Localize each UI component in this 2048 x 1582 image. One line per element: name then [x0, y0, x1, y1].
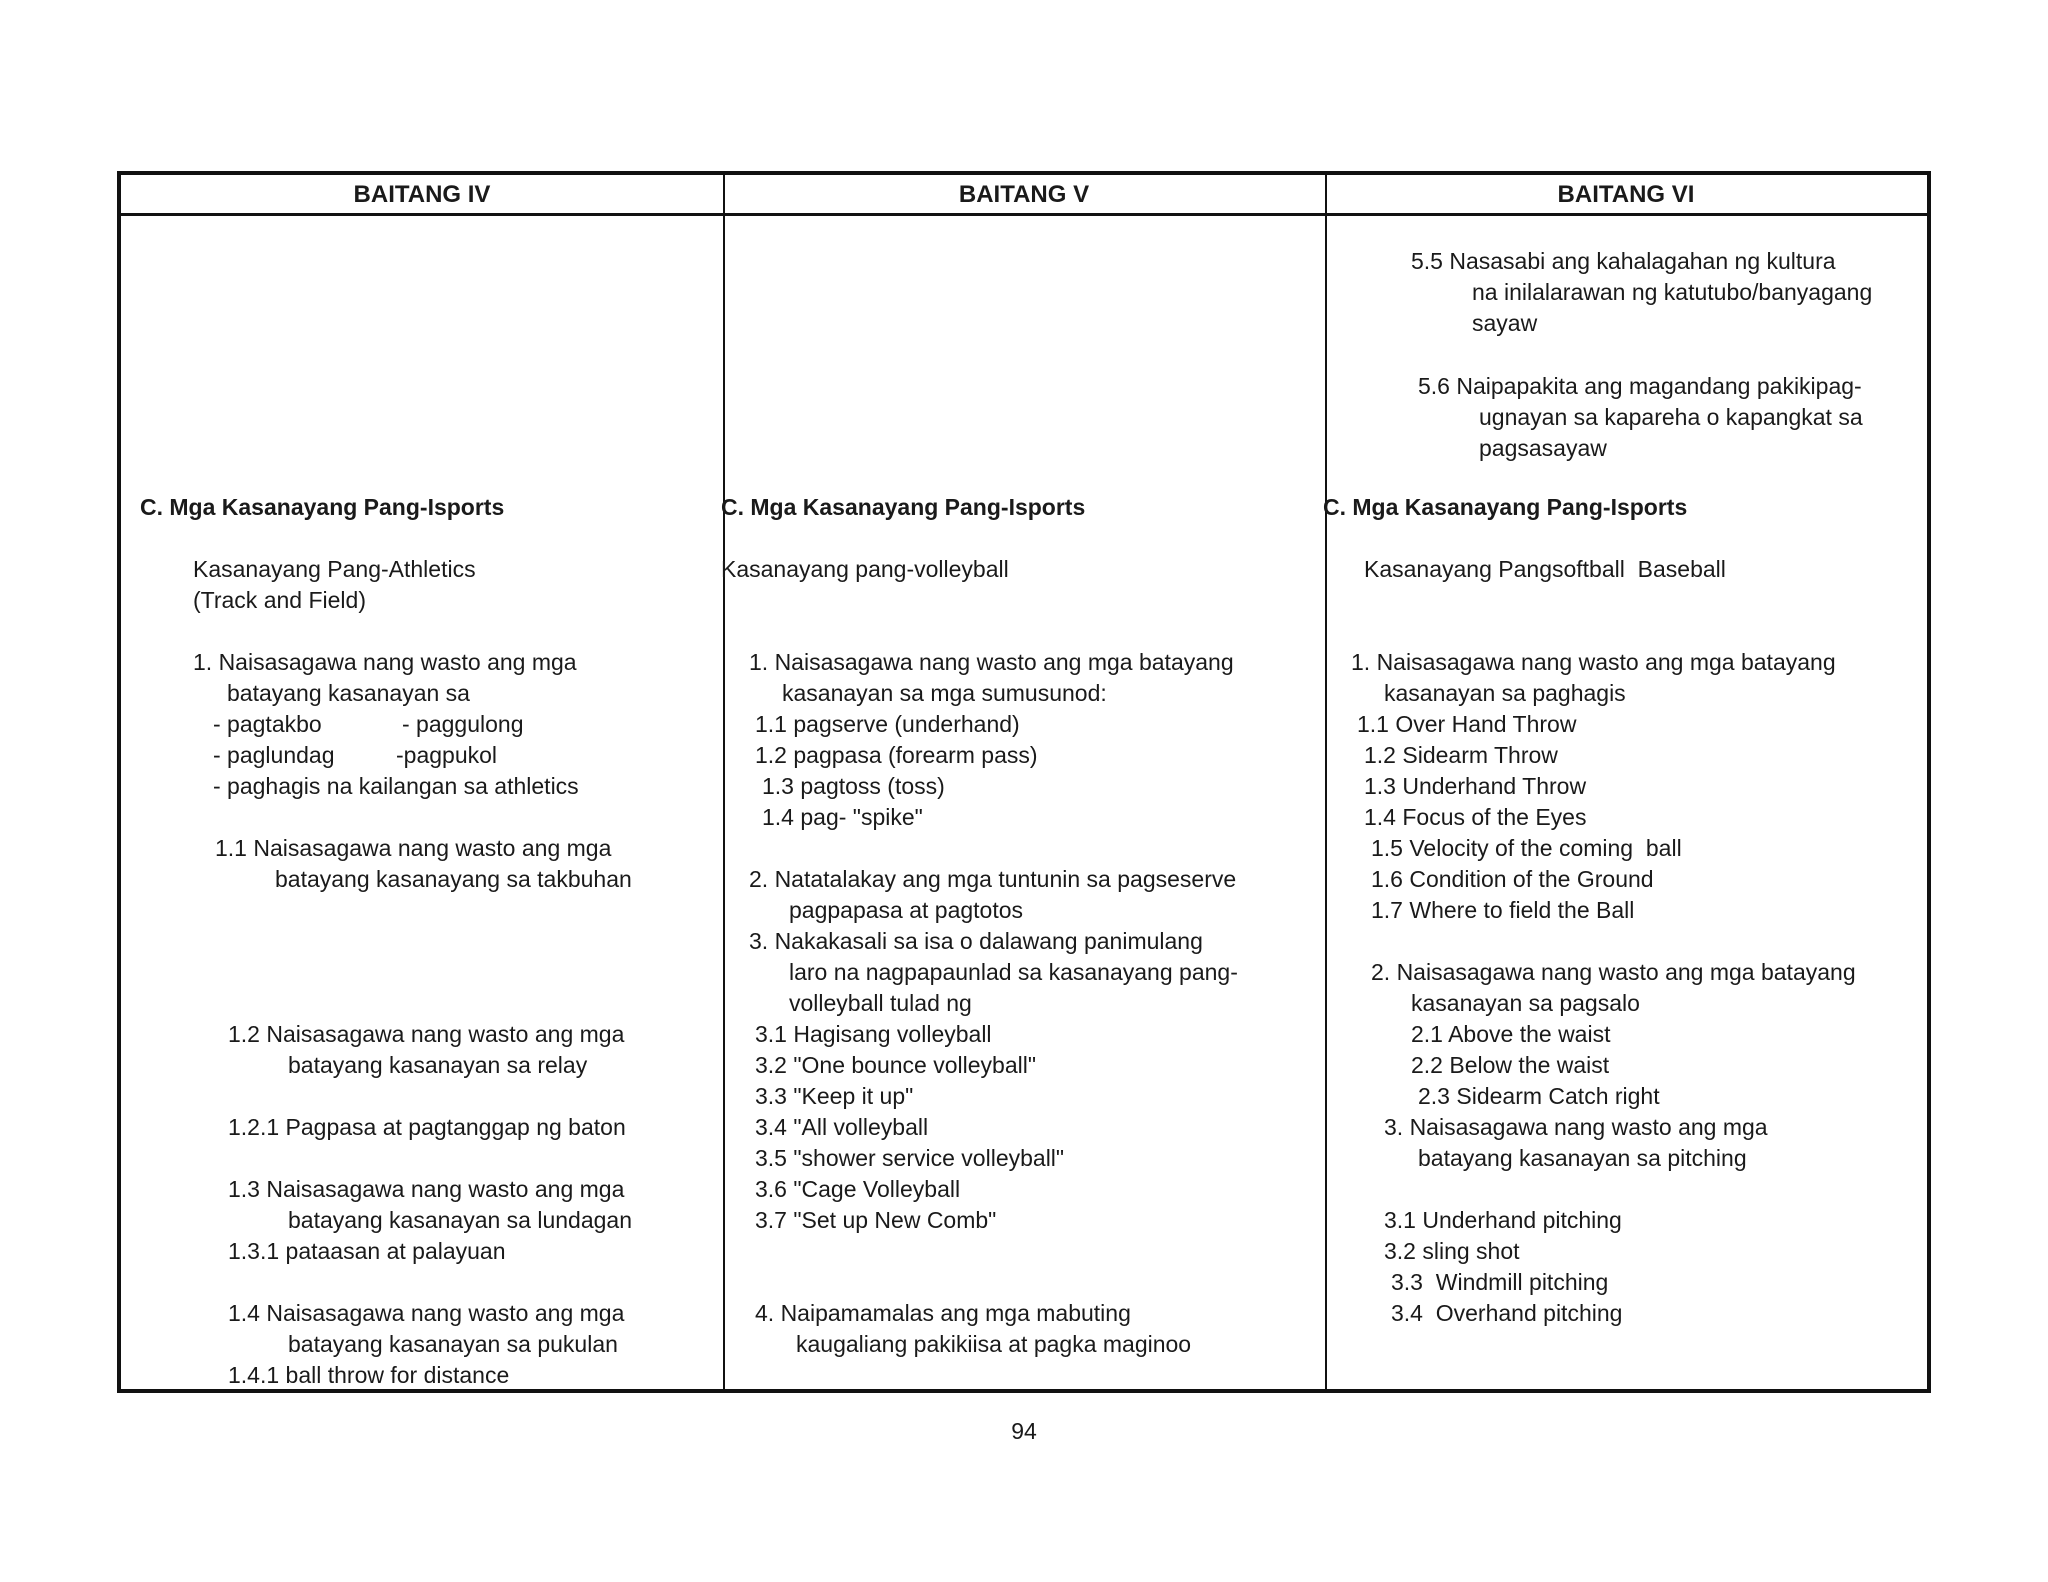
list-item: sayaw	[1472, 310, 1538, 336]
list-item: 2. Natatalakay ang mga tuntunin sa pagseserve	[749, 866, 1237, 892]
header-baitang-vi: BAITANG VI	[1557, 181, 1695, 208]
list-item: 1.2 pagpasa (forearm pass)	[755, 742, 1038, 768]
list-item: pagpapasa at pagtotos	[789, 897, 1024, 923]
list-item: 1. Naisasagawa nang wasto ang mga	[193, 649, 577, 675]
subsection-title: Kasanayang Pangsoftball Baseball	[1364, 556, 1726, 582]
list-item: batayang kasanayang sa takbuhan	[275, 866, 632, 892]
list-item: 3.6 "Cage Volleyball	[755, 1176, 961, 1202]
list-item: 1.3 Underhand Throw	[1364, 773, 1587, 799]
list-item: batayang kasanayan sa lundagan	[288, 1207, 633, 1233]
list-item: -pagpukol	[396, 742, 498, 768]
subsection-title: Kasanayang pang-volleyball	[721, 556, 1009, 582]
list-item: 2.2 Below the waist	[1411, 1052, 1610, 1078]
section-heading: C. Mga Kasanayang Pang-Isports	[140, 494, 505, 520]
list-item: 3.2 "One bounce volleyball"	[755, 1052, 1037, 1078]
header-baitang-v: BAITANG V	[958, 181, 1090, 208]
list-item: - pagtakbo	[213, 711, 322, 737]
list-item: batayang kasanayan sa	[227, 680, 470, 706]
list-item: 5.5 Nasasabi ang kahalagahan ng kultura	[1411, 248, 1836, 274]
table-header-row	[121, 175, 1927, 216]
section-heading: C. Mga Kasanayang Pang-Isports	[1323, 494, 1688, 520]
list-item: 3.7 "Set up New Comb"	[755, 1207, 997, 1233]
list-item: batayang kasanayan sa relay	[288, 1052, 588, 1078]
list-item: 2.3 Sidearm Catch right	[1418, 1083, 1660, 1109]
list-item: 3. Nakakasali sa isa o dalawang panimulang	[749, 928, 1203, 954]
list-item: 3.2 sling shot	[1384, 1238, 1520, 1264]
subsection-subtitle: (Track and Field)	[193, 587, 366, 613]
list-item: kasanayan sa paghagis	[1384, 680, 1626, 706]
list-item: 1.4 pag- "spike"	[762, 804, 923, 830]
page-number: 94	[1011, 1418, 1037, 1444]
list-item: 3.1 Underhand pitching	[1384, 1207, 1622, 1233]
list-item: 1. Naisasagawa nang wasto ang mga batayang	[749, 649, 1234, 675]
list-item: pagsasayaw	[1479, 435, 1607, 461]
list-item: 1.2.1 Pagpasa at pagtanggap ng baton	[228, 1114, 626, 1140]
list-item: 1.7 Where to field the Ball	[1371, 897, 1635, 923]
list-item: 3. Naisasagawa nang wasto ang mga	[1384, 1114, 1768, 1140]
list-item: ugnayan sa kapareha o kapangkat sa	[1479, 404, 1863, 430]
list-item: 1.4 Naisasagawa nang wasto ang mga	[228, 1300, 625, 1326]
list-item: na inilalarawan ng katutubo/banyagang	[1472, 279, 1873, 305]
column-divider	[723, 175, 725, 1389]
list-item: 1.3 Naisasagawa nang wasto ang mga	[228, 1176, 625, 1202]
list-item: 1.4.1 ball throw for distance	[228, 1362, 510, 1388]
subsection-title: Kasanayang Pang-Athletics	[193, 556, 476, 582]
list-item: 1. Naisasagawa nang wasto ang mga batayang	[1351, 649, 1836, 675]
list-item: 1.4 Focus of the Eyes	[1364, 804, 1587, 830]
list-item: - paghagis na kailangan sa athletics	[213, 773, 579, 799]
list-item: batayang kasanayan sa pitching	[1418, 1145, 1747, 1171]
list-item: 1.5 Velocity of the coming ball	[1371, 835, 1682, 861]
list-item: 2. Naisasagawa nang wasto ang mga batayang	[1371, 959, 1856, 985]
list-item: - paglundag	[213, 742, 335, 768]
list-item: 1.2 Naisasagawa nang wasto ang mga	[228, 1021, 625, 1047]
list-item: volleyball tulad ng	[789, 990, 972, 1016]
column-divider	[1325, 175, 1327, 1389]
list-item: 3.5 "shower service volleyball"	[755, 1145, 1065, 1171]
list-item: 1.1 pagserve (underhand)	[755, 711, 1020, 737]
list-item: 3.3 "Keep it up"	[755, 1083, 914, 1109]
list-item: laro na nagpapaunlad sa kasanayang pang-	[789, 959, 1238, 985]
list-item: 1.1 Over Hand Throw	[1357, 711, 1577, 737]
list-item: 1.6 Condition of the Ground	[1371, 866, 1654, 892]
list-item: 3.4 "All volleyball	[755, 1114, 929, 1140]
list-item: kaugaliang pakikiisa at pagka maginoo	[796, 1331, 1192, 1357]
list-item: 1.3 pagtoss (toss)	[762, 773, 945, 799]
list-item: 1.3.1 pataasan at palayuan	[228, 1238, 506, 1264]
list-item: - paggulong	[402, 711, 524, 737]
list-item: 2.1 Above the waist	[1411, 1021, 1611, 1047]
header-baitang-iv: BAITANG IV	[353, 181, 491, 208]
list-item: 1.2 Sidearm Throw	[1364, 742, 1558, 768]
section-heading: C. Mga Kasanayang Pang-Isports	[721, 494, 1086, 520]
list-item: 3.1 Hagisang volleyball	[755, 1021, 992, 1047]
list-item: kasanayan sa pagsalo	[1411, 990, 1640, 1016]
list-item: 3.3 Windmill pitching	[1391, 1269, 1609, 1295]
list-item: 1.1 Naisasagawa nang wasto ang mga	[215, 835, 612, 861]
list-item: 4. Naipamamalas ang mga mabuting	[755, 1300, 1131, 1326]
list-item: 3.4 Overhand pitching	[1391, 1300, 1623, 1326]
list-item: batayang kasanayan sa pukulan	[288, 1331, 618, 1357]
list-item: kasanayan sa mga sumusunod:	[782, 680, 1107, 706]
list-item: 5.6 Naipapakita ang magandang pakikipag-	[1418, 373, 1862, 399]
